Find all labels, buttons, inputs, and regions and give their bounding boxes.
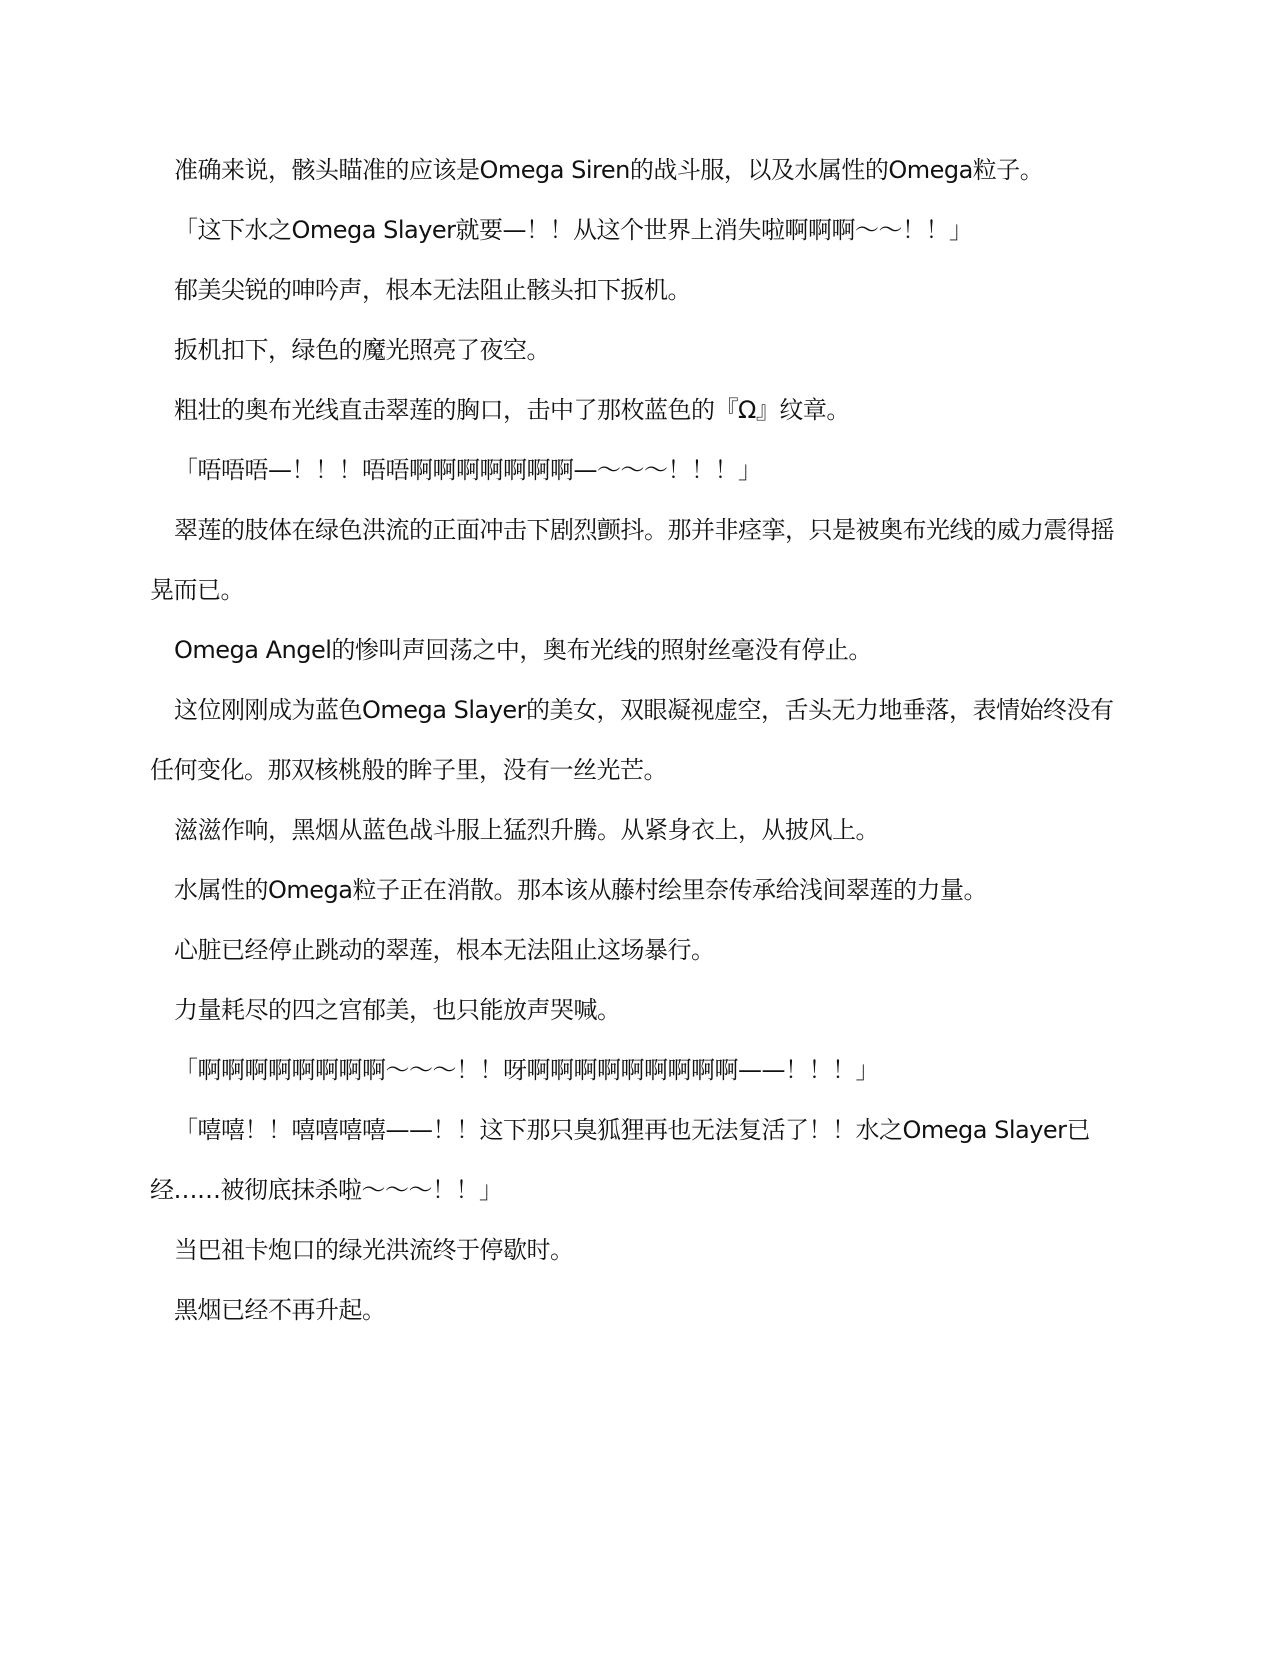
paragraph: 黑烟已经不再升起。 — [174, 1296, 386, 1324]
paragraph: 「嘻嘻！！嘻嘻嘻嘻——！！这下那只臭狐狸再也无法复活了！！水之Omega Slayer已经……被彻底抹杀啦〜〜〜！！」 — [150, 1116, 1091, 1204]
paragraph: 滋滋作响，黑烟从蓝色战斗服上猛烈升腾。从紧身衣上，从披风上。 — [174, 816, 879, 844]
paragraph: Omega Angel的惨叫声回荡之中，奥布光线的照射丝毫没有停止。 — [174, 636, 872, 664]
paragraph: 扳机扣下，绿色的魔光照亮了夜空。 — [174, 336, 550, 364]
paragraph: 准确来说，骸头瞄准的应该是Omega Siren的战斗服，以及水属性的Omega粒子。 — [174, 156, 1044, 184]
paragraph: 当巴祖卡炮口的绿光洪流终于停歇时。 — [174, 1236, 574, 1264]
paragraph: 粗壮的奥布光线直击翠莲的胸口，击中了那枚蓝色的『Ω』纹章。 — [174, 396, 850, 424]
paragraph: 「这下水之Omega Slayer就要—！！从这个世界上消失啦啊啊啊〜〜！！」 — [174, 216, 973, 244]
body-text — [150, 140, 1130, 1340]
paragraph: 「唔唔唔—！！！唔唔啊啊啊啊啊啊啊—〜〜〜！！！」 — [174, 456, 762, 484]
paragraph: 力量耗尽的四之宫郁美，也只能放声哭喊。 — [174, 996, 621, 1024]
paragraph: 水属性的Omega粒子正在消散。那本该从藤村绘里奈传承给浅间翠莲的力量。 — [174, 876, 987, 904]
paragraph: 「啊啊啊啊啊啊啊啊〜〜〜！！呀啊啊啊啊啊啊啊啊啊——！！！」 — [174, 1056, 879, 1084]
paragraph: 翠莲的肢体在绿色洪流的正面冲击下剧烈颤抖。那并非痉挛，只是被奥布光线的威力震得摇晃而已。 — [150, 516, 1114, 604]
paragraph: 郁美尖锐的呻吟声，根本无法阻止骸头扣下扳机。 — [174, 276, 691, 304]
paragraph: 心脏已经停止跳动的翠莲，根本无法阻止这场暴行。 — [174, 936, 715, 964]
paragraph: 这位刚刚成为蓝色Omega Slayer的美女，双眼凝视虚空，舌头无力地垂落，表情始终没有任何变化。那双核桃般的眸子里，没有一丝光芒。 — [150, 696, 1114, 784]
